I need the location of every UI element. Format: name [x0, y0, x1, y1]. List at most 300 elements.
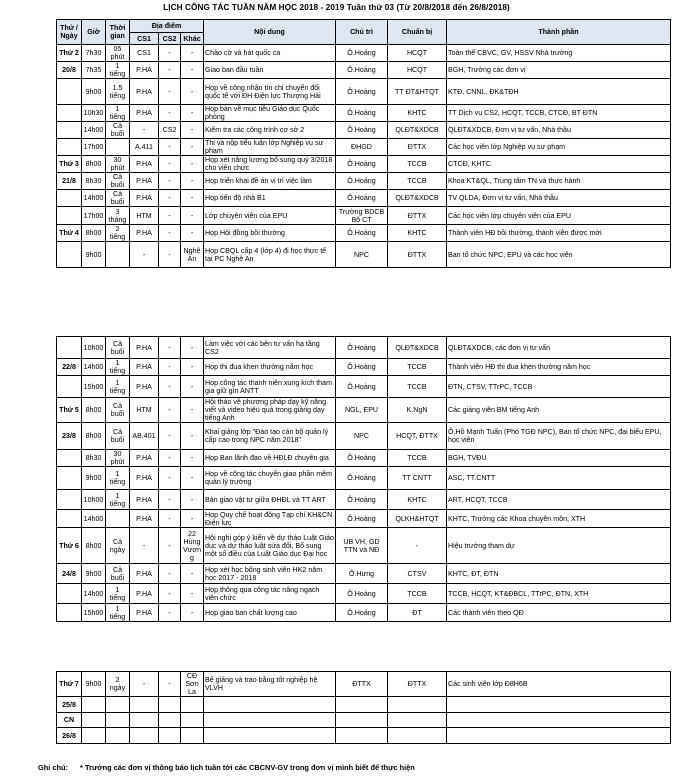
row-time [82, 697, 106, 713]
row-day [57, 105, 82, 122]
row-duration: 30 phút [106, 450, 130, 467]
row-cs1: HTM [130, 398, 159, 423]
row-duration: 3 tháng [106, 207, 130, 225]
row-members: Các học viên lớp chuyên viên của EPU [447, 207, 671, 225]
header-dia-diem: Địa điểm [130, 20, 204, 33]
row-cs1: P.HA [130, 62, 159, 79]
row-cs1: P.HA [130, 337, 159, 359]
row-content: Bàn giao vật tư giữa ĐHĐL và TT ART [204, 490, 336, 510]
row-chair: Ô.Hoàng [336, 105, 388, 122]
table-row [57, 139, 671, 156]
table-row [57, 672, 671, 697]
row-prep: TCCB [388, 173, 447, 190]
row-khac: - [181, 510, 204, 528]
row-time: 14h00 [82, 190, 106, 207]
row-cs2: - [159, 45, 181, 62]
row-members: TCCB, HCQT, KT&ĐBCL, TTrPC, ĐTN, XTH [447, 584, 671, 604]
row-cs1: P.HA [130, 173, 159, 190]
row-cs2: - [159, 79, 181, 105]
row-khac: - [181, 190, 204, 207]
row-duration: Cả buổi [106, 423, 130, 450]
row-duration: 1 tiếng [106, 467, 130, 490]
row-members: BGH, TVĐU [447, 450, 671, 467]
row-chair: Ô.Hoàng [336, 467, 388, 490]
row-cs2: - [159, 105, 181, 122]
row-cs2 [159, 728, 181, 744]
row-cs1: - [130, 122, 159, 139]
header-thoi-gian: Thời gian [106, 20, 130, 45]
row-day [57, 604, 82, 622]
row-day [57, 190, 82, 207]
row-khac: - [181, 62, 204, 79]
row-cs2: - [159, 528, 181, 564]
row-duration: 1 tiếng [106, 604, 130, 622]
row-cs1: P.HA [130, 510, 159, 528]
row-chair: ĐHGD [336, 139, 388, 156]
row-khac: - [181, 584, 204, 604]
row-time: 10h00 [82, 490, 106, 510]
table-row [57, 359, 671, 376]
row-khac: - [181, 45, 204, 62]
row-content: Họp xét nâng lương bổ sung quý 3/2018 cho viên chức [204, 156, 336, 173]
row-cs2: - [159, 139, 181, 156]
row-day: 21/8 [57, 173, 82, 190]
row-chair: Ô.Hoàng [336, 156, 388, 173]
row-cs1: P.HA [130, 450, 159, 467]
row-prep: K.NgN [388, 398, 447, 423]
row-khac: - [181, 207, 204, 225]
row-cs1: P.HA [130, 225, 159, 242]
row-chair: NGL, EPU [336, 398, 388, 423]
row-cs1: P.HA [130, 467, 159, 490]
row-prep: ĐTTX [388, 139, 447, 156]
page-title: LỊCH CÔNG TÁC TUẦN NĂM HỌC 2018 - 2019 Tuần thứ 03 (Từ 20/8/2018 đến 26/8/2018) [163, 3, 510, 12]
row-content: Chào cờ và hát quốc ca [204, 45, 336, 62]
row-cs1 [130, 713, 159, 728]
table-row [57, 62, 671, 79]
row-duration: Cả buổi [106, 337, 130, 359]
table-row [57, 713, 671, 728]
row-khac: - [181, 450, 204, 467]
row-members [447, 713, 671, 728]
row-prep: ĐTTX [388, 672, 447, 697]
row-members: Toàn thể CBVC, GV, HSSV Nhà trường [447, 45, 671, 62]
footnote-label: Ghi chú: [38, 763, 68, 772]
row-cs1 [130, 728, 159, 744]
row-prep: KHTC [388, 225, 447, 242]
row-duration: 2 tiếng [106, 225, 130, 242]
row-khac: - [181, 105, 204, 122]
row-prep: ĐT [388, 604, 447, 622]
row-members: Khoa KT&QL, Trung tâm TN và thực hành [447, 173, 671, 190]
row-content: Bế giảng và trao bằng tốt nghiệp hệ VLVH [204, 672, 336, 697]
row-prep: QLKH&HTQT [388, 510, 447, 528]
row-day: Thứ 2 [57, 45, 82, 62]
row-content: Họp CBQL cấp 4 (lớp 4) đi học thực tế tại PC Nghệ An [204, 242, 336, 268]
row-time [82, 728, 106, 744]
row-content: Họp về công nhận tín chỉ chuyển đổi quốc tế với ĐH Điện lực Thượng Hải [204, 79, 336, 105]
row-chair: Ô.Hoàng [336, 604, 388, 622]
row-members: Ban tổ chức NPC, EPU và các học viên [447, 242, 671, 268]
row-prep: TCCB [388, 450, 447, 467]
row-prep: QLĐT&XDCB [388, 190, 447, 207]
row-cs2: - [159, 207, 181, 225]
row-content: Họp Quy chế hoạt động Tạp chí KH&CN Điện lực [204, 510, 336, 528]
row-khac: - [181, 156, 204, 173]
row-khac: - [181, 359, 204, 376]
row-chair: Ô.Hoàng [336, 122, 388, 139]
row-chair: Ô.Hoàng [336, 190, 388, 207]
row-cs2: - [159, 564, 181, 584]
row-content: Họp bàn về mục tiêu Giáo dục Quốc phòng [204, 105, 336, 122]
row-prep: TCCB [388, 359, 447, 376]
row-content [204, 697, 336, 713]
row-time: 9h00 [82, 79, 106, 105]
row-khac [181, 697, 204, 713]
row-chair: Ô.Hoàng [336, 510, 388, 528]
table-row [57, 207, 671, 225]
row-day [57, 337, 82, 359]
row-day [57, 207, 82, 225]
row-content: Hội nghị góp ý kiến về dự thảo Luật Giáo dục và dự thảo luật sửa đổi, Bổ sung một số điều của Luật Giáo dục Đại học [204, 528, 336, 564]
row-time: 17h00 [82, 139, 106, 156]
row-chair: NPC [336, 423, 388, 450]
row-day: Thứ 7 [57, 672, 82, 697]
row-members: Các thành viên theo QĐ [447, 604, 671, 622]
row-cs1: P.HA [130, 359, 159, 376]
row-time: 9h00 [82, 242, 106, 268]
row-content: Họp Ban lãnh đạo về HĐLĐ chuyên gia [204, 450, 336, 467]
row-time: 8h00 [82, 156, 106, 173]
row-duration: 30 phút [106, 156, 130, 173]
row-day [57, 490, 82, 510]
row-time: 7h35 [82, 62, 106, 79]
footnote [38, 763, 425, 772]
row-time: 8h00 [82, 225, 106, 242]
row-duration: 1 tiếng [106, 105, 130, 122]
row-members [447, 697, 671, 713]
row-chair: Ô.Hưng [336, 564, 388, 584]
row-content: Họp giao ban chất lượng cao [204, 604, 336, 622]
header-khac: Khác [181, 33, 204, 45]
row-prep: HCQT, ĐTTX [388, 423, 447, 450]
row-content: Thi và nộp tiểu luận lớp Nghiệp vụ sư phạm [204, 139, 336, 156]
row-content: Giao ban đầu tuần [204, 62, 336, 79]
row-prep: HCQT [388, 62, 447, 79]
row-day [57, 122, 82, 139]
row-cs2 [159, 697, 181, 713]
row-khac: 22 Hùng Vương [181, 528, 204, 564]
row-members: QLĐT&XDCB, Đơn vị tư vấn, Nhà thầu [447, 122, 671, 139]
row-khac: - [181, 398, 204, 423]
row-khac: - [181, 490, 204, 510]
row-chair [336, 713, 388, 728]
row-duration: 1 tiếng [106, 490, 130, 510]
row-day [57, 450, 82, 467]
row-time: 14h00 [82, 510, 106, 528]
header-chu-tri: Chủ trì [336, 20, 388, 45]
row-content: Họp triển khai đề án vị trí việc làm [204, 173, 336, 190]
row-time [82, 713, 106, 728]
row-chair: NPC [336, 242, 388, 268]
row-members: CTCĐ, KHTC [447, 156, 671, 173]
row-members: ĐTN, CTSV, TTrPC, TCCB [447, 376, 671, 398]
row-time: 14h00 [82, 584, 106, 604]
row-day: 26/8 [57, 728, 82, 744]
row-chair: Ô.Hoàng [336, 490, 388, 510]
row-khac: - [181, 79, 204, 105]
row-duration: Cả buổi [106, 564, 130, 584]
row-members: ASC, TT.CNTT [447, 467, 671, 490]
row-time: 8h30 [82, 173, 106, 190]
row-cs2 [159, 713, 181, 728]
row-cs2: - [159, 490, 181, 510]
row-day [57, 584, 82, 604]
row-prep: QLĐT&XDCB [388, 337, 447, 359]
table-row [57, 423, 671, 450]
row-cs1: P.HA [130, 79, 159, 105]
row-cs2: - [159, 398, 181, 423]
row-duration [106, 510, 130, 528]
row-prep: KHTC [388, 490, 447, 510]
row-prep: CTSV [388, 564, 447, 584]
row-chair: Ô.Hoàng [336, 337, 388, 359]
row-cs2: - [159, 604, 181, 622]
row-chair: Ô.Hoàng [336, 173, 388, 190]
row-khac: - [181, 139, 204, 156]
row-cs2: - [159, 584, 181, 604]
row-prep: TT ĐT&HTQT [388, 79, 447, 105]
row-content: Họp Hội đồng bồi thường [204, 225, 336, 242]
table-row [57, 398, 671, 423]
row-content: Họp công tác thanh niên xung kích tham gia giữ gìn ANTT [204, 376, 336, 398]
row-khac: - [181, 467, 204, 490]
row-chair: Ô.Hoàng [336, 45, 388, 62]
row-khac: - [181, 564, 204, 584]
row-cs2: - [159, 376, 181, 398]
row-khac: - [181, 376, 204, 398]
row-khac [181, 713, 204, 728]
row-content: Họp thi đua khen thưởng năm học [204, 359, 336, 376]
row-members: ART, HCQT, TCCB [447, 490, 671, 510]
row-chair: Ô.Hoàng [336, 79, 388, 105]
table-row [57, 156, 671, 173]
row-time: 8h00 [82, 423, 106, 450]
table-row [57, 728, 671, 744]
row-members: TT Dịch vụ CS2, HCQT, TCCB, CTCĐ, BT ĐTN [447, 105, 671, 122]
row-day [57, 467, 82, 490]
row-day: Thứ 5 [57, 398, 82, 423]
row-content [204, 713, 336, 728]
row-time: 8h00 [82, 528, 106, 564]
row-day: 22/8 [57, 359, 82, 376]
row-content: Kiểm tra các công trình cơ sở 2 [204, 122, 336, 139]
row-cs1: - [130, 672, 159, 697]
row-cs1 [130, 697, 159, 713]
row-chair [336, 728, 388, 744]
row-day [57, 510, 82, 528]
row-day: Thứ 6 [57, 528, 82, 564]
row-time: 15h00 [82, 604, 106, 622]
row-cs2: - [159, 450, 181, 467]
row-cs1: P.HA [130, 564, 159, 584]
row-khac: Nghệ An [181, 242, 204, 268]
row-khac: - [181, 122, 204, 139]
row-prep: ĐTTX [388, 242, 447, 268]
row-cs2: - [159, 242, 181, 268]
row-cs2: CS2 [159, 122, 181, 139]
table-row [57, 697, 671, 713]
table-row [57, 564, 671, 584]
row-time: 10h30 [82, 105, 106, 122]
row-cs2: - [159, 423, 181, 450]
row-chair: Ô.Hoàng [336, 450, 388, 467]
row-khac: - [181, 173, 204, 190]
row-cs1: P.HA [130, 604, 159, 622]
row-cs2: - [159, 359, 181, 376]
row-prep: TCCB [388, 584, 447, 604]
table-row [57, 45, 671, 62]
row-cs2: - [159, 510, 181, 528]
row-content: Họp về công tác chuyển giao phần mềm quản lý trường [204, 467, 336, 490]
row-prep [388, 728, 447, 744]
row-time: 7h30 [82, 45, 106, 62]
header-noi-dung: Nội dung [204, 20, 336, 45]
header-cs2: CS2 [159, 33, 181, 45]
row-duration [106, 728, 130, 744]
row-time: 14h00 [82, 359, 106, 376]
table-row [57, 376, 671, 398]
table-row [57, 122, 671, 139]
row-members [447, 728, 671, 744]
table-row [57, 225, 671, 242]
row-prep: ĐTTX [388, 207, 447, 225]
row-cs2: - [159, 62, 181, 79]
header-chuan-bi: Chuẩn bị [388, 20, 447, 45]
row-time: 9h00 [82, 564, 106, 584]
header-thu-ngay: Thứ / Ngày [57, 20, 82, 45]
table-row [57, 79, 671, 105]
row-chair: ĐTTX [336, 672, 388, 697]
row-cs1: CS1 [130, 45, 159, 62]
row-cs1: - [130, 242, 159, 268]
row-cs2: - [159, 156, 181, 173]
row-khac: - [181, 225, 204, 242]
row-cs1: HTM [130, 207, 159, 225]
row-chair: Ô.Hoàng [336, 225, 388, 242]
row-duration [106, 713, 130, 728]
row-khac: CĐ Sơn La [181, 672, 204, 697]
row-day: CN [57, 713, 82, 728]
row-content: Hội thảo về phương pháp dạy kỹ năng viết và video hiệu quả trong giảng dạy tiếng Anh [204, 398, 336, 423]
header-cs1: CS1 [130, 33, 159, 45]
row-members: Hiệu trưởng tham dự [447, 528, 671, 564]
row-duration: 1 tiếng [106, 376, 130, 398]
table-row [57, 190, 671, 207]
row-chair: Trường BDCB Bộ CT [336, 207, 388, 225]
row-members: Các học viên lớp Nghiệp vụ sư phạm [447, 139, 671, 156]
row-content: Làm việc với các bên tư vấn hạ tầng CS2 [204, 337, 336, 359]
table-row [57, 467, 671, 490]
row-content [204, 728, 336, 744]
row-chair [336, 697, 388, 713]
row-day [57, 376, 82, 398]
row-day [57, 139, 82, 156]
row-chair: Ô.Hoàng [336, 584, 388, 604]
row-cs1: AB.401 [130, 423, 159, 450]
row-day [57, 79, 82, 105]
row-duration: Cả buổi [106, 173, 130, 190]
row-cs1: P.HA [130, 156, 159, 173]
table-row [57, 604, 671, 622]
footnote-text: * Trưởng các đơn vị thông báo lịch tuần tới các CBCNV-GV trong đơn vị mình biết để thực hiện [80, 763, 415, 772]
row-day: 20/8 [57, 62, 82, 79]
row-time: 10h00 [82, 337, 106, 359]
row-content: Khai giảng lớp "Đào tạo cán bộ quản lý cấp cao trong NPC năm 2018" [204, 423, 336, 450]
row-duration [106, 697, 130, 713]
row-chair: Ô.Hoàng [336, 62, 388, 79]
row-members: Thành viên HĐ thi đua khen thưởng năm học [447, 359, 671, 376]
row-content: Họp tiến độ nhà B1 [204, 190, 336, 207]
row-time: 15h00 [82, 376, 106, 398]
row-prep: TCCB [388, 376, 447, 398]
row-khac [181, 728, 204, 744]
row-cs2: - [159, 190, 181, 207]
row-duration: Cả ngày [106, 528, 130, 564]
row-khac: - [181, 337, 204, 359]
table-row [57, 337, 671, 359]
row-members: BGH, Trưởng các đơn vị [447, 62, 671, 79]
row-time: 9h00 [82, 467, 106, 490]
row-time: 9h00 [82, 672, 106, 697]
row-cs1: P.HA [130, 376, 159, 398]
row-cs2: - [159, 467, 181, 490]
row-time: 14h00 [82, 122, 106, 139]
row-duration: Cả buổi [106, 122, 130, 139]
row-cs1: - [130, 528, 159, 564]
row-duration [106, 139, 130, 156]
row-day: Thứ 3 [57, 156, 82, 173]
row-chair: Ô.Hoàng [336, 359, 388, 376]
row-day: Thứ 4 [57, 225, 82, 242]
row-members: Các sinh viên lớp Đ8H6B [447, 672, 671, 697]
row-prep: HCQT [388, 45, 447, 62]
table-row [57, 242, 671, 268]
row-day: 25/8 [57, 697, 82, 713]
row-prep: TT CNTT [388, 467, 447, 490]
row-prep: - [388, 528, 447, 564]
schedule-table-1 [56, 19, 671, 268]
row-duration: 1 tiếng [106, 62, 130, 79]
row-cs2: - [159, 173, 181, 190]
row-duration: 05 phút [106, 45, 130, 62]
row-members: TV QLDA, Đơn vị tư vấn, Nhà thầu [447, 190, 671, 207]
row-prep: QLĐT&XDCB [388, 122, 447, 139]
row-members: Ô.Hồ Mạnh Tuấn (Phó TGĐ NPC), Ban tổ chức NPC, đại biểu EPU, học viên [447, 423, 671, 450]
row-cs1: P.HA [130, 584, 159, 604]
row-members: KHTC, ĐT, ĐTN [447, 564, 671, 584]
row-cs1: A.411 [130, 139, 159, 156]
header-thanh-phan: Thành phần [447, 20, 671, 45]
row-khac: - [181, 423, 204, 450]
row-prep: KHTC [388, 105, 447, 122]
row-cs2: - [159, 672, 181, 697]
row-day: 23/8 [57, 423, 82, 450]
row-content: Họp xét học bổng sinh viên HK2 năm học 2017 - 2018 [204, 564, 336, 584]
row-cs1: P.HA [130, 105, 159, 122]
row-members: KHTC, Trưởng các Khoa chuyên môn, XTH [447, 510, 671, 528]
row-duration: 2 ngày [106, 672, 130, 697]
